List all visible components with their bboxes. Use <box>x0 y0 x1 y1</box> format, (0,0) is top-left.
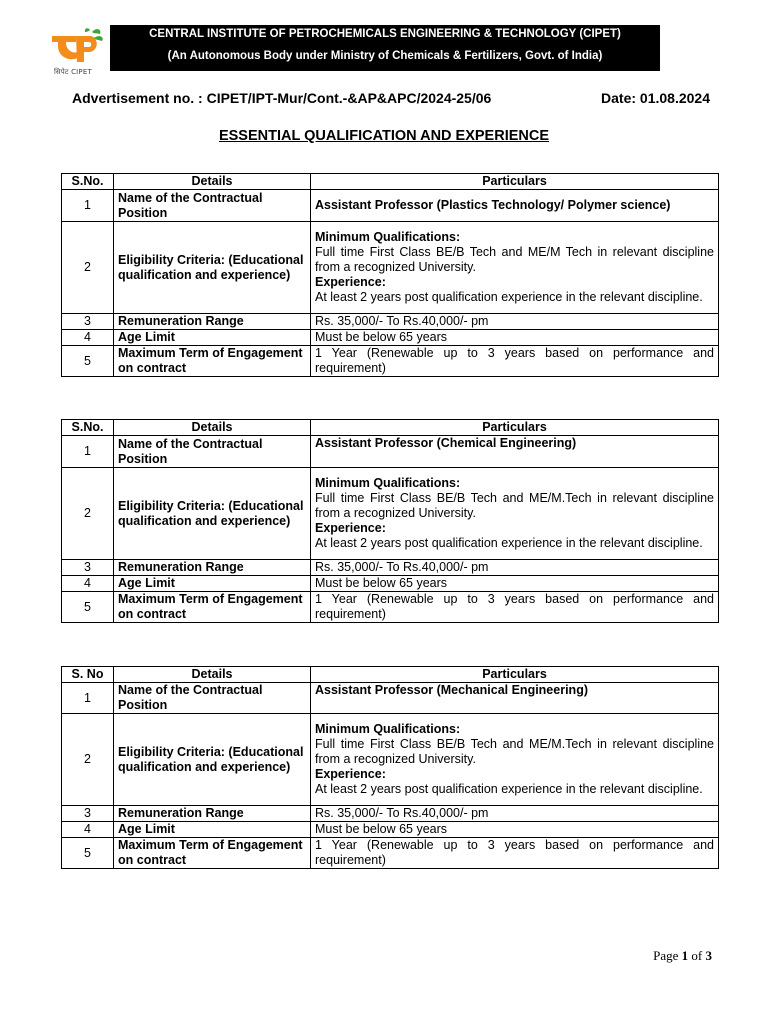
eligibility-criteria <box>311 714 719 806</box>
column-header: Particulars <box>311 174 719 190</box>
column-header: Details <box>114 420 311 436</box>
min-qualification-label: Minimum Qualifications: <box>315 722 461 736</box>
advertisement-date: Date: 01.08.2024 <box>601 90 710 106</box>
institute-name: CENTRAL INSTITUTE OF PETROCHEMICALS ENGINEERING & TECHNOLOGY (CIPET) <box>149 28 621 40</box>
table-row <box>62 346 719 377</box>
eligibility-criteria <box>311 468 719 560</box>
particulars-value: Must be below 65 years <box>311 330 719 346</box>
table-row <box>62 560 719 576</box>
detail-label: Eligibility Criteria: (Educational qualification and experience) <box>114 222 311 314</box>
detail-label: Maximum Term of Engagement on contract <box>114 346 311 377</box>
detail-label: Eligibility Criteria: (Educational qualification and experience) <box>114 468 311 560</box>
position-table-1 <box>61 173 719 377</box>
detail-label: Name of the Contractual Position <box>114 190 311 222</box>
serial-number: 3 <box>62 806 114 822</box>
min-qualification-label: Minimum Qualifications: <box>315 230 461 244</box>
experience-text: At least 2 years post qualification experience in the relevant discipline. <box>315 782 703 796</box>
table-row <box>62 683 719 714</box>
serial-number: 5 <box>62 346 114 377</box>
detail-label: Age Limit <box>114 330 311 346</box>
serial-number: 4 <box>62 576 114 592</box>
table-header-row <box>62 420 719 436</box>
experience-label: Experience: <box>315 275 386 289</box>
column-header: Details <box>114 174 311 190</box>
table-row <box>62 576 719 592</box>
detail-label: Age Limit <box>114 576 311 592</box>
table-row <box>62 314 719 330</box>
institute-header <box>110 25 660 71</box>
page-number: Page 1 of 3 <box>653 948 712 963</box>
column-header: Details <box>114 667 311 683</box>
detail-label: Maximum Term of Engagement on contract <box>114 838 311 869</box>
table-row <box>62 330 719 346</box>
serial-number: 5 <box>62 592 114 623</box>
detail-label: Maximum Term of Engagement on contract <box>114 592 311 623</box>
position-table-3 <box>61 666 719 869</box>
cipet-logo-icon <box>50 28 106 68</box>
table-row <box>62 436 719 468</box>
detail-label: Name of the Contractual Position <box>114 436 311 468</box>
table-header-row <box>62 174 719 190</box>
particulars-value: Must be below 65 years <box>311 576 719 592</box>
institute-subtitle: (An Autonomous Body under Ministry of Chemicals & Fertilizers, Govt. of India) <box>167 50 603 62</box>
particulars-value: Rs. 35,000/- To Rs.40,000/- pm <box>311 560 719 576</box>
advertisement-number: Advertisement no. : CIPET/IPT-Mur/Cont.-&AP&APC/2024-25/06 <box>72 90 492 106</box>
min-qualification-label: Minimum Qualifications: <box>315 476 461 490</box>
table-row <box>62 822 719 838</box>
serial-number: 4 <box>62 330 114 346</box>
particulars-value: Must be below 65 years <box>311 822 719 838</box>
detail-label: Remuneration Range <box>114 314 311 330</box>
serial-number: 5 <box>62 838 114 869</box>
detail-label: Age Limit <box>114 822 311 838</box>
serial-number: 1 <box>62 436 114 468</box>
table-row <box>62 190 719 222</box>
position-name: Assistant Professor (Plastics Technology/ Polymer science) <box>311 190 719 222</box>
table-row <box>62 806 719 822</box>
column-header: Particulars <box>311 667 719 683</box>
position-table-2 <box>61 419 719 623</box>
total-pages: 3 <box>705 948 712 963</box>
experience-text: At least 2 years post qualification experience in the relevant discipline. <box>315 536 703 550</box>
column-header: Particulars <box>311 420 719 436</box>
particulars-value: Rs. 35,000/- To Rs.40,000/- pm <box>311 806 719 822</box>
detail-label: Remuneration Range <box>114 560 311 576</box>
detail-label: Remuneration Range <box>114 806 311 822</box>
serial-number: 2 <box>62 714 114 806</box>
serial-number: 4 <box>62 822 114 838</box>
current-page: 1 <box>681 948 689 963</box>
min-qualification-text: Full time First Class BE/B Tech and ME/M Tech in relevant discipline from a recognized University. <box>315 245 714 274</box>
serial-number: 1 <box>62 190 114 222</box>
table-row <box>62 592 719 623</box>
particulars-value: Rs. 35,000/- To Rs.40,000/- pm <box>311 314 719 330</box>
particulars-value: 1 Year (Renewable up to 3 years based on performance and requirement) <box>311 838 719 869</box>
eligibility-criteria <box>311 222 719 314</box>
serial-number: 3 <box>62 314 114 330</box>
detail-label: Name of the Contractual Position <box>114 683 311 714</box>
logo-caption: सिपेट CIPET <box>54 68 92 76</box>
detail-label: Eligibility Criteria: (Educational qualification and experience) <box>114 714 311 806</box>
position-name: Assistant Professor (Chemical Engineering) <box>311 436 719 468</box>
experience-text: At least 2 years post qualification experience in the relevant discipline. <box>315 290 703 304</box>
table-row <box>62 222 719 314</box>
min-qualification-text: Full time First Class BE/B Tech and ME/M.Tech in relevant discipline from a recognized University. <box>315 491 714 520</box>
serial-number: 2 <box>62 468 114 560</box>
serial-number: 1 <box>62 683 114 714</box>
position-name: Assistant Professor (Mechanical Engineering) <box>311 683 719 714</box>
min-qualification-text: Full time First Class BE/B Tech and ME/M.Tech in relevant discipline from a recognized University. <box>315 737 714 766</box>
column-header: S.No. <box>62 420 114 436</box>
experience-label: Experience: <box>315 767 386 781</box>
serial-number: 3 <box>62 560 114 576</box>
table-row <box>62 468 719 560</box>
table-header-row <box>62 667 719 683</box>
column-header: S.No. <box>62 174 114 190</box>
particulars-value: 1 Year (Renewable up to 3 years based on performance and requirement) <box>311 346 719 377</box>
column-header: S. No <box>62 667 114 683</box>
table-row <box>62 838 719 869</box>
experience-label: Experience: <box>315 521 386 535</box>
particulars-value: 1 Year (Renewable up to 3 years based on performance and requirement) <box>311 592 719 623</box>
section-title: ESSENTIAL QUALIFICATION AND EXPERIENCE <box>218 128 550 144</box>
table-row <box>62 714 719 806</box>
serial-number: 2 <box>62 222 114 314</box>
